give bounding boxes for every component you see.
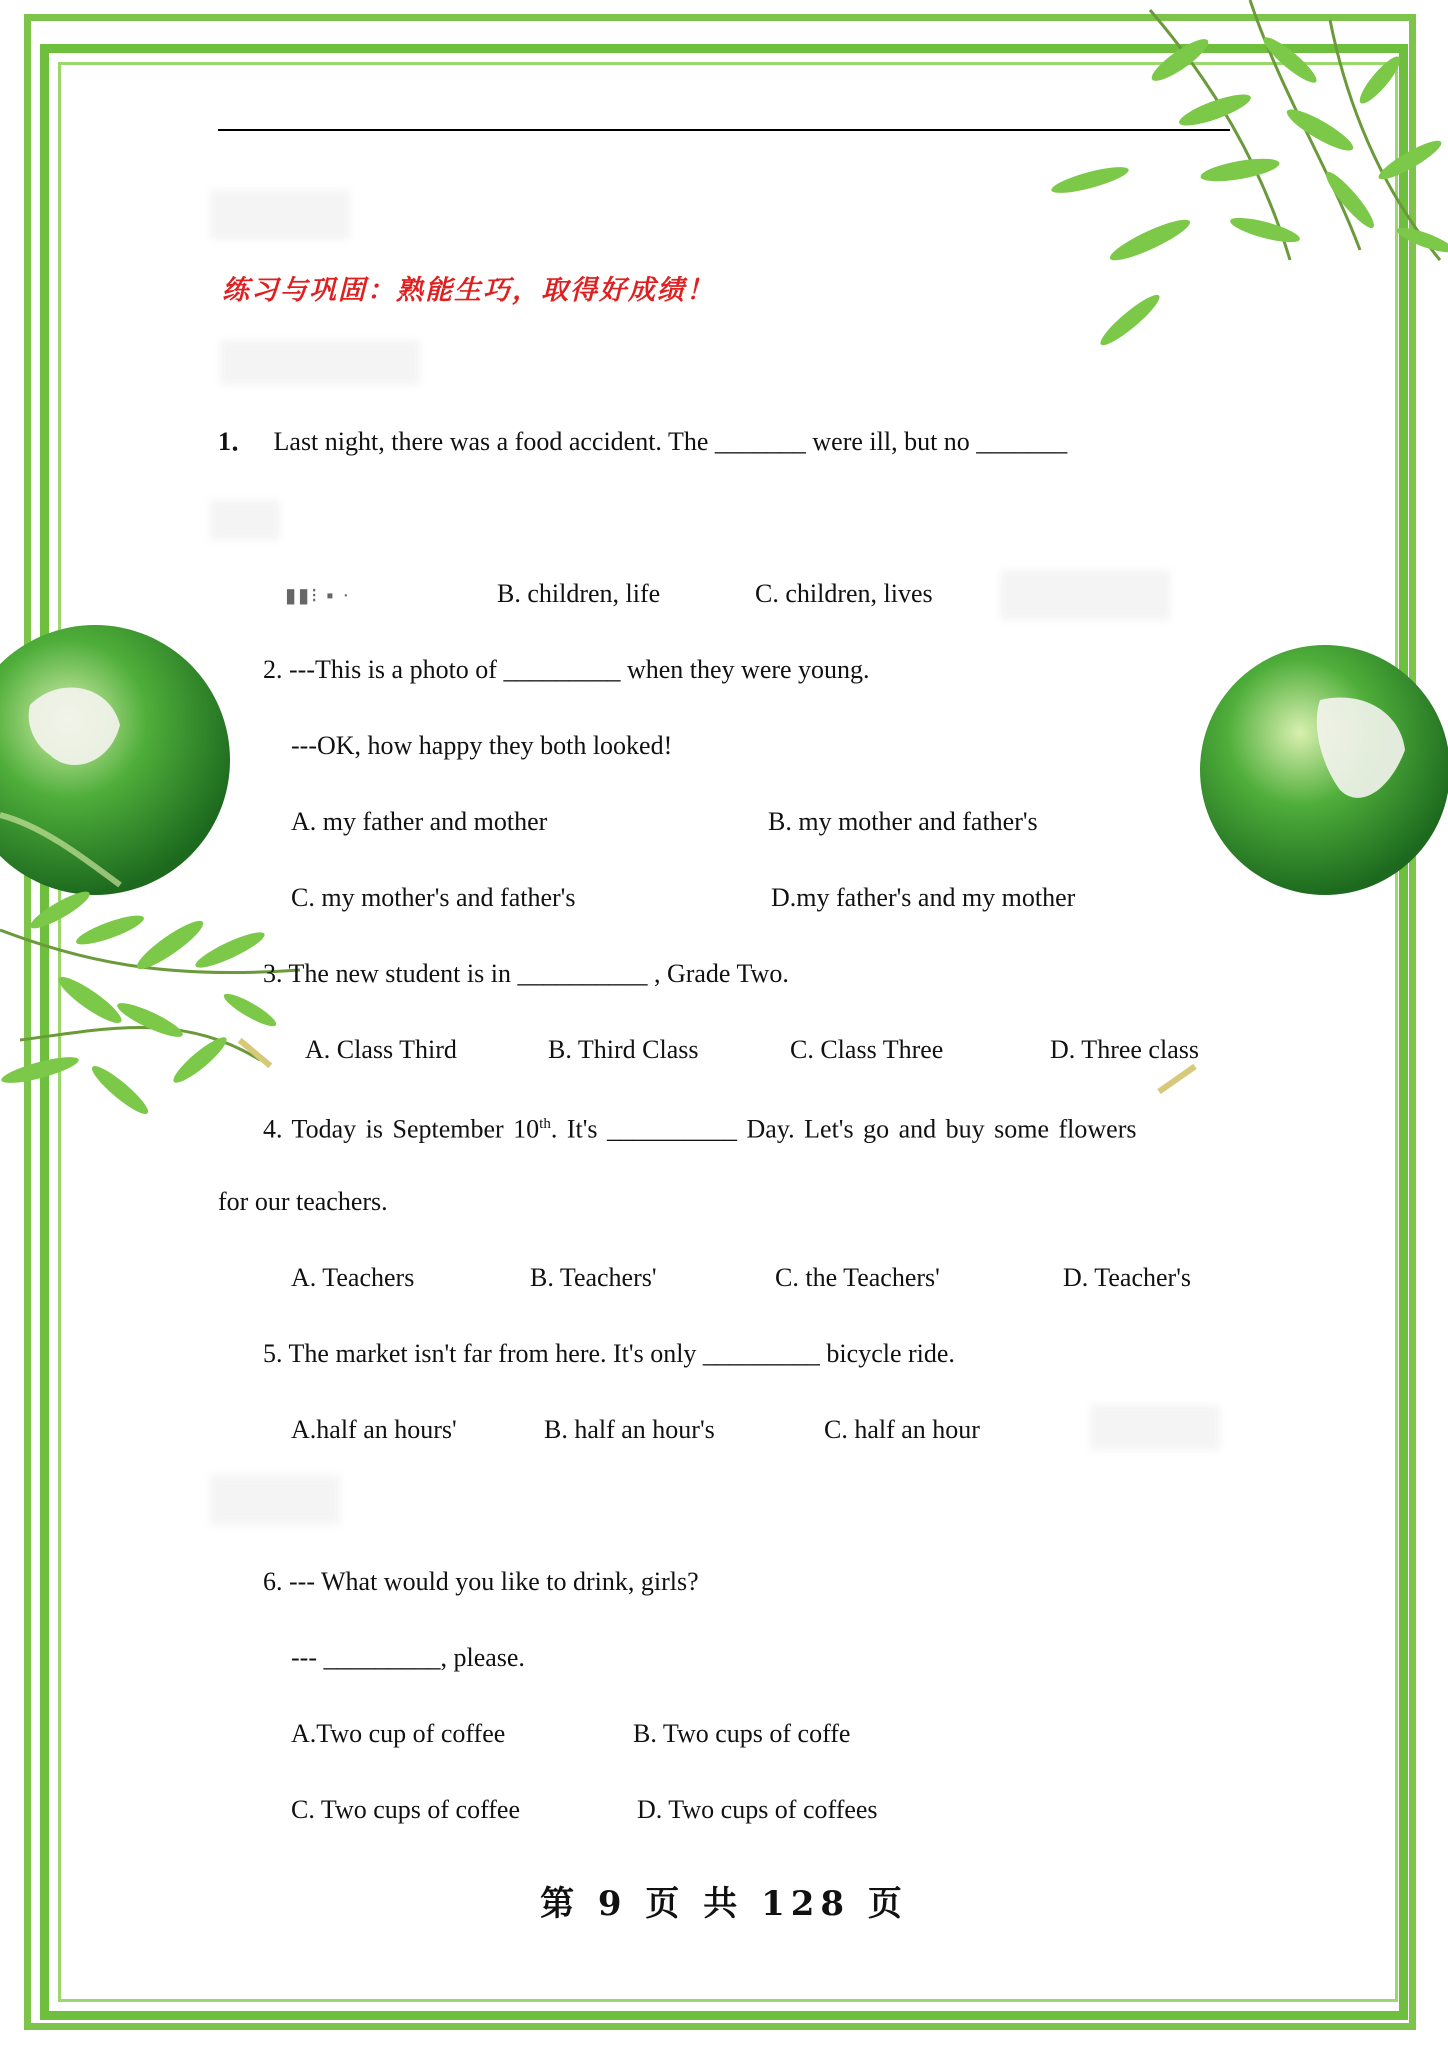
option-b: B. my mother and father's — [768, 807, 1038, 836]
ordinal-suffix: th — [539, 1116, 551, 1132]
faded-patch — [210, 500, 280, 540]
question-stem-end: . It's __________ Day. Let's go and buy some flowers — [550, 1114, 1137, 1144]
option-b: B. half an hour's — [544, 1415, 715, 1444]
option-c: C. children, lives — [755, 579, 933, 608]
option-d: D.my father's and my mother — [771, 883, 1076, 912]
option-c: C. half an hour — [824, 1415, 980, 1444]
option-b: B. Two cups of coffe — [633, 1719, 851, 1748]
option-c: C. my mother's and father's — [291, 883, 576, 912]
faded-patch — [210, 1475, 340, 1525]
option-a: A. Class Third — [305, 1035, 457, 1064]
option-a: A. Teachers — [291, 1263, 415, 1292]
option-b: B. Teachers' — [530, 1263, 657, 1292]
option-d: D. Two cups of coffees — [637, 1795, 878, 1824]
question-6-reply: --- _________, please. — [291, 1643, 525, 1672]
question-stem: Last night, there was a food accident. The _______ were ill, but no _______ — [273, 427, 1068, 456]
globe-left-decoration — [0, 615, 240, 905]
question-2: 2. ---This is a photo of _________ when they were young. — [263, 655, 870, 684]
question-4-continued: for our teachers. — [218, 1187, 388, 1216]
question-3: 3. The new student is in __________ , Grade Two. — [263, 959, 789, 988]
faded-patch — [220, 340, 420, 385]
option-d: D. Three class — [1050, 1035, 1199, 1064]
question-5: 5. The market isn't far from here. It's only _________ bicycle ride. — [263, 1339, 955, 1368]
question-stem-start: 4. Today is September 10 — [263, 1114, 540, 1144]
option-a: A.Two cup of coffee — [291, 1719, 506, 1748]
option-c: C. Class Three — [790, 1035, 944, 1064]
option-a: A. my father and mother — [291, 807, 548, 836]
question-6: 6. --- What would you like to drink, girls? — [263, 1567, 699, 1596]
faded-patch — [1090, 1405, 1220, 1450]
option-b: B. Third Class — [548, 1035, 699, 1064]
header-rule — [218, 129, 1230, 131]
option-a-obscured: ▮▮⁝ ▪ · — [285, 585, 352, 607]
globe-right-decoration — [1190, 640, 1448, 910]
page-footer: 第 9 页 共 128 页 — [540, 1884, 908, 1924]
option-a: A.half an hours' — [291, 1415, 457, 1444]
faded-patch — [1000, 570, 1170, 620]
section-subtitle: 练习与巩固：熟能生巧，取得好成绩！ — [222, 275, 715, 306]
faded-patch — [210, 190, 350, 240]
question-number: 1． — [218, 427, 258, 456]
question-1 — [218, 426, 1067, 458]
option-c: C. the Teachers' — [775, 1263, 940, 1292]
leaves-top-right-decoration — [1030, 0, 1448, 360]
question-2-reply: ---OK, how happy they both looked! — [291, 731, 673, 760]
option-d: D. Teacher's — [1063, 1263, 1191, 1292]
twig-right-decoration — [1150, 1060, 1210, 1100]
option-c: C. Two cups of coffee — [291, 1795, 520, 1824]
option-b: B. children, life — [497, 579, 661, 608]
question-4 — [263, 1108, 1137, 1146]
